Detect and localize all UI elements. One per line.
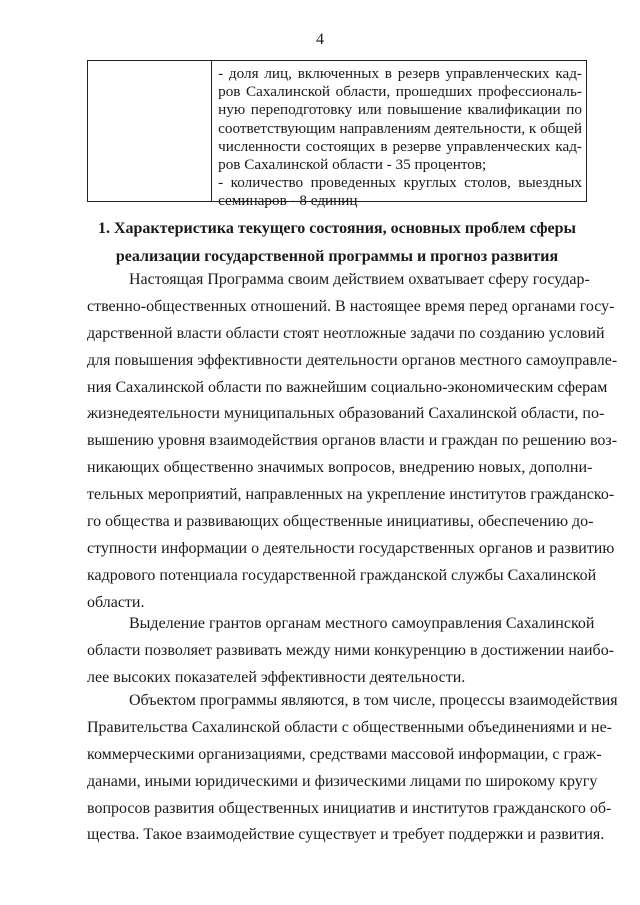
paragraph-3 xyxy=(87,688,618,849)
section-heading-line-2: реализации государственной программы и прогноз развития xyxy=(115,248,559,265)
paragraph-line: Объектом программы являются, в том числе, процессы взаимодействия xyxy=(129,692,618,709)
table-line: ную переподготовку или повышение квалификации по xyxy=(218,101,582,119)
paragraph-line: тельных мероприятий, направленных на укрепление институтов гражданско- xyxy=(87,486,615,504)
paragraph-line: ственно-общественных отношений. В настоящее время перед органами госу- xyxy=(87,297,615,315)
paragraph-line: го общества и развивающих общественные инициативы, обеспечению до- xyxy=(87,513,594,531)
paragraph-1 xyxy=(87,267,618,617)
paragraph-line: Выделение грантов органам местного самоуправления Сахалинской xyxy=(129,615,595,632)
paragraph-line: жизнедеятельности муниципальных образований Сахалинской области, по- xyxy=(87,405,605,423)
table-line: - количество проведенных круглых столов, выездных xyxy=(218,174,582,192)
paragraph-line: области. xyxy=(87,593,145,611)
table-line: ров Сахалинской области - 35 процентов; xyxy=(218,156,487,174)
table-line: семинаров - 8 единиц xyxy=(218,192,358,210)
table-cell-indicators xyxy=(212,61,586,210)
paragraph-line: области позволяет развивать между ними конкуренцию в достижении наибо- xyxy=(87,641,615,659)
section-heading-line-1: 1. Характеристика текущего состояния, основных проблем сферы xyxy=(97,220,577,237)
paragraph-line: щества. Такое взаимодействие существует и требует поддержки и развития. xyxy=(87,826,605,844)
paragraph-line: коммерческими организациями, средствами массовой информации, с граж- xyxy=(87,745,602,763)
paragraph-line: данами, иными юридическими и физическими лицами по широкому кругу xyxy=(87,772,598,790)
table-line: ров Сахалинской области, прошедших профессиональ- xyxy=(218,83,582,101)
table-line: соответствующим направлениям деятельности, к общей xyxy=(218,119,582,137)
paragraph-line: Правительства Сахалинской области с общественными объединениями и не- xyxy=(87,718,612,736)
paragraph-line: ступности информации о деятельности государственных органов и развитию xyxy=(87,539,615,557)
paragraph-line: вышению уровня взаимодействия органов власти и граждан по решению воз- xyxy=(87,432,618,450)
paragraph-line: никающих общественно значимых вопросов, внедрению новых, дополни- xyxy=(87,459,593,477)
indicator-table xyxy=(87,60,587,210)
table-cell-empty xyxy=(88,61,212,201)
paragraph-line: вопросов развития общественных инициатив и институтов гражданского об- xyxy=(87,799,612,817)
paragraph-line: Настоящая Программа своим действием охватывает сферу государ- xyxy=(129,271,590,288)
paragraph-line: для повышения эффективности деятельности органов местного самоуправле- xyxy=(87,351,618,369)
paragraph-line: ния Сахалинской области по важнейшим социально-экономическим сферам xyxy=(87,378,608,396)
paragraph-line: кадрового потенциала государственной гражданской службы Сахалинской xyxy=(87,566,597,584)
table-line: численности состоящих в резерве управленческих кад- xyxy=(218,137,582,155)
page-number: 4 xyxy=(316,31,324,48)
table-line: - доля лиц, включенных в резерв управленческих кад- xyxy=(218,65,582,82)
paragraph-line: дарственной власти области стоят неотложные задачи по созданию условий xyxy=(87,324,605,342)
paragraph-line: лее высоких показателей эффективности деятельности. xyxy=(87,668,466,686)
paragraph-2 xyxy=(87,611,615,692)
